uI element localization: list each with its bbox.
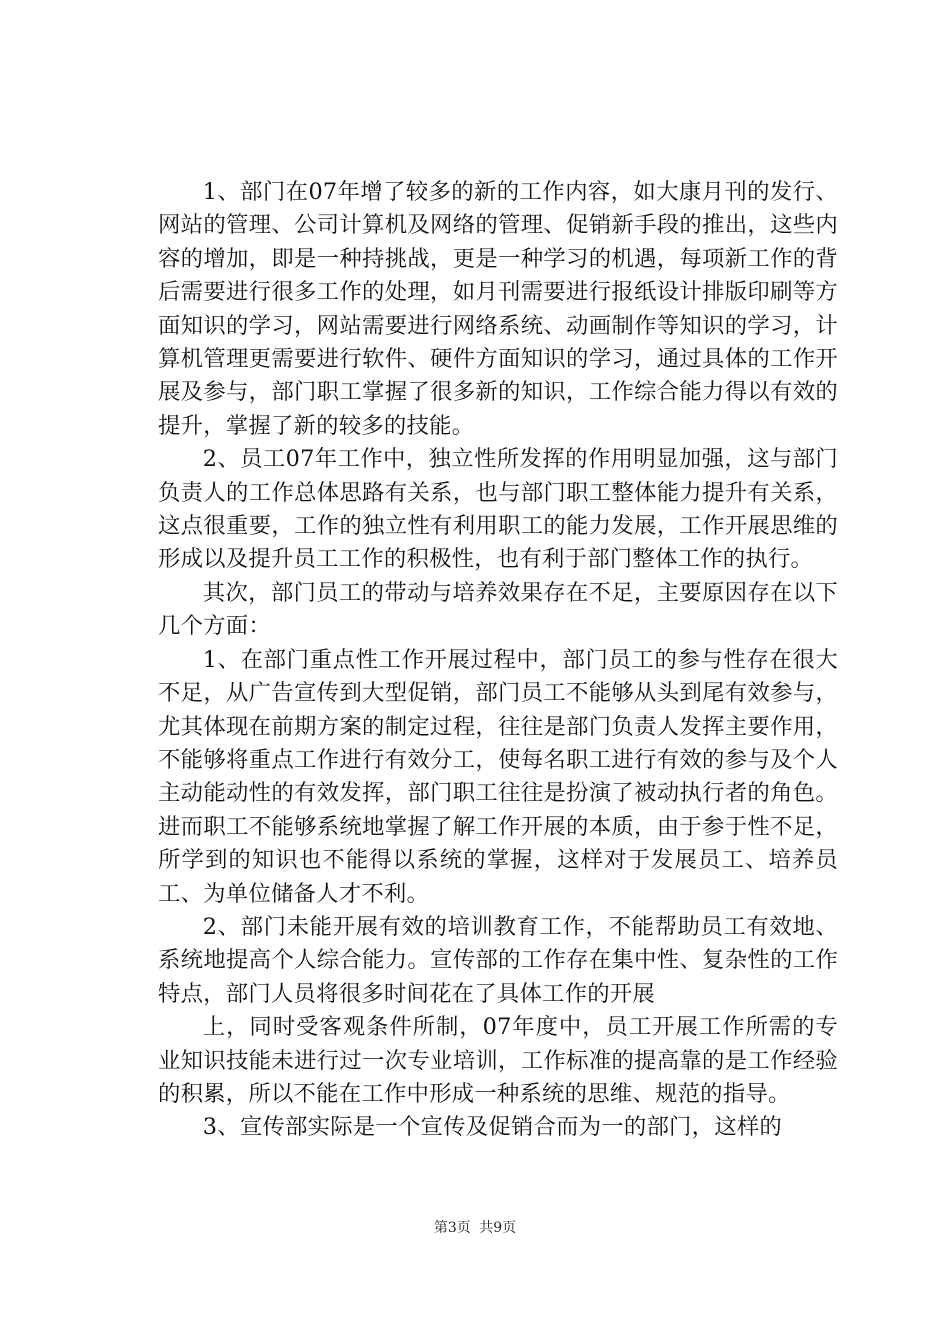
paragraph: 2、员工07年工作中，独立性所发挥的作用明显加强，这与部门负责人的工作总体思路有关系，也与部门职工整体能力提升有关系，这点很重要，工作的独立性有利用职工的能力发展，工作开展思维的形成以及提升员工工作的积极性，也有利于部门整体工作的执行。 — [158, 446, 838, 573]
paragraph: 1、部门在07年增了较多的新的工作内容，如大康月刊的发行、网站的管理、公司计算机及网络的管理、促销新手段的推出，这些内容的增加，即是一种持挑战，更是一种学习的机遇，每项新工作的背后需要进行很多工作的处理，如月刊需要进行报纸设计排版印刷等方面知识的学习，网站需要进行网络系统、动画制作等知识的学习，计算机管理更需要进行软件、硬件方面知识的学习，通过具体的工作开展及参与，部门职工掌握了很多新的知识，工作综合能力得以有效的提升，掌握了新的较多的技能。 — [158, 179, 838, 439]
page-footer — [0, 1218, 950, 1238]
page-number: 第3页 — [433, 1220, 471, 1236]
paragraph: 其次，部门员工的带动与培养效果存在不足，主要原因存在以下几个方面： — [158, 579, 838, 640]
document-body — [158, 176, 838, 1145]
paragraph: 2、部门未能开展有效的培训教育工作，不能帮助员工有效地、系统地提高个人综合能力。宣传部的工作存在集中性、复杂性的工作特点，部门人员将很多时间花在了具体工作的开展 — [158, 913, 838, 1007]
paragraph: 1、在部门重点性工作开展过程中，部门员工的参与性存在很大不足，从广告宣传到大型促销，部门员工不能够从头到尾有效参与，尤其体现在前期方案的制定过程，往往是部门负责人发挥主要作用，不能够将重点工作进行有效分工，使每名职工进行有效的参与及个人主动能动性的有效发挥，部门职工往往是扮演了被动执行者的角色。进而职工不能够系统地掌握了解工作开展的本质，由于参于性不足，所学到的知识也不能得以系统的掌握，这样对于发展员工、培养员工、为单位储备人才不利。 — [158, 646, 838, 907]
page-total: 共9页 — [479, 1220, 517, 1236]
paragraph: 3、宣传部实际是一个宣传及促销合而为一的部门，这样的 — [202, 1114, 783, 1141]
paragraph: 上，同时受客观条件所制，07年度中，员工开展工作所需的专业知识技能未进行过一次专业培训，工作标准的提高靠的是工作经验的积累，所以不能在工作中形成一种系统的思维、规范的指导。 — [158, 1014, 838, 1107]
